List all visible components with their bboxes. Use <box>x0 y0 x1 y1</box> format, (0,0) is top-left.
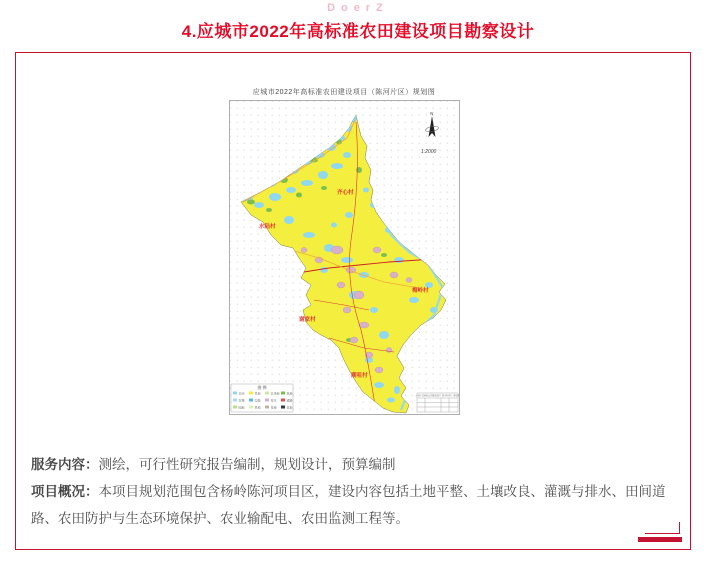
village-label: 齐心村 <box>337 190 354 196</box>
map-figure-title: 应城市2022年高标准农田建设项目（陈河片区）规划图 <box>252 89 436 96</box>
north-label: N <box>430 111 434 116</box>
corner-ornament-bar <box>638 537 682 542</box>
project-info <box>31 451 683 532</box>
watermark: DoerZ <box>327 2 389 14</box>
service-line <box>31 451 683 478</box>
svg-text:园地: 园地 <box>238 405 245 410</box>
overview-label: 项目概况： <box>31 484 99 499</box>
corner-ornament-line <box>645 522 680 534</box>
svg-text:设施: 设施 <box>270 405 277 410</box>
village-label: 潮咀村 <box>351 373 368 379</box>
scale-label: 1:2000 <box>421 149 437 155</box>
svg-text:旱地: 旱地 <box>254 391 261 396</box>
overview-line <box>31 478 683 532</box>
village-label: 谢家村 <box>299 317 316 323</box>
map-legend <box>231 384 293 412</box>
map-title-block <box>416 393 460 412</box>
svg-text:道路: 道路 <box>286 398 293 403</box>
village-label: 梅岭村 <box>412 288 429 294</box>
svg-text:坑塘: 坑塘 <box>238 398 245 403</box>
service-text: 测绘，可行性研究报告编制，规划设计，预算编制 <box>98 457 396 472</box>
planning-map <box>229 100 460 415</box>
overview-text: 本项目规划范围包含杨岭陈河项目区，建设内容包括土地平整、土壤改良、灌溉与排水、田间道路、农田防护与生态环境保护、农业输配电、农田监测工程等。 <box>31 484 666 526</box>
page-title: 4.应城市2022年高标准农田建设项目勘察设计 <box>181 22 535 41</box>
svg-text:水田: 水田 <box>238 391 245 396</box>
service-label: 服务内容： <box>31 457 99 472</box>
svg-text:水浇地: 水浇地 <box>270 391 280 396</box>
svg-text:沟渠: 沟渠 <box>254 398 261 403</box>
svg-text:草地: 草地 <box>254 405 261 410</box>
corner-ornament <box>636 522 682 542</box>
svg-text:村庄: 村庄 <box>270 398 277 403</box>
svg-text:其他: 其他 <box>286 405 293 410</box>
svg-text:林地: 林地 <box>286 391 293 396</box>
legend-title: 图 例 <box>257 385 267 390</box>
village-label: 水陆村 <box>259 224 276 230</box>
title-block-label: 应城市高标准农田建设项目（陈河片区）规划图 <box>415 395 460 398</box>
content-card <box>15 52 691 550</box>
